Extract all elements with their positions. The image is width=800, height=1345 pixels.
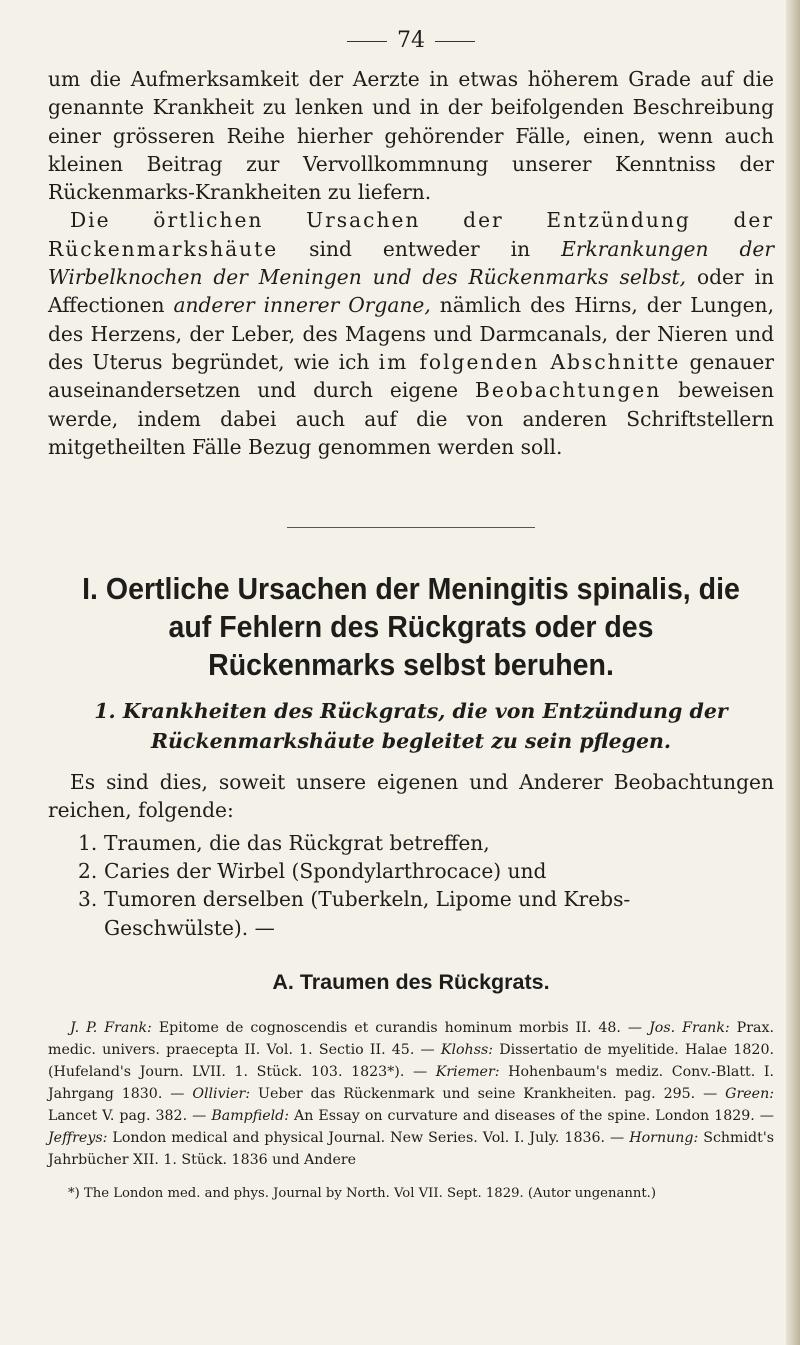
ref-text: An Essay on curvature and diseases of the spine. London 1829. — — [289, 1107, 774, 1124]
ref-author: Klohss: — [440, 1041, 494, 1058]
page-number-dash-right — [435, 41, 475, 42]
list-item — [48, 829, 774, 857]
ref-author: J. P. Frank: — [70, 1019, 152, 1036]
causes-italic-2: anderer innerer Organe, — [173, 293, 431, 318]
page-number-text: 74 — [397, 28, 425, 53]
causes-text-3: nämlich des Hirns, der Lungen, des Herzens, der Leber, des Magens und Darmcanals, der Nieren und des Uterus begründet, wie ich — [48, 293, 774, 374]
list-item-number: 2. — [78, 859, 98, 884]
ref-text: Epitome de cognoscendis et curandis hominum morbis II. 48. — — [151, 1019, 650, 1036]
intro-paragraph: um die Aufmerksamkeit der Aerzte in etwas höherem Grade auf die genannte Krankheit zu lenken und in der beifolgenden Beschreibung einer grösseren Reihe hierher gehörender Fälle, einen, wenn auch kleinen Beitrag zur Vervollkommnung unserer Kenntniss der Rückenmarks-Krankheiten zu liefern. — [48, 67, 774, 205]
ref-author: Ollivier: — [192, 1085, 251, 1102]
page-number — [48, 28, 774, 53]
list-item-number: 3. — [78, 887, 98, 912]
page-edge — [786, 0, 800, 1345]
section-divider — [287, 527, 535, 528]
causes-paragraph — [48, 206, 774, 461]
ref-text: Prax. medic. univers. praecepta II. Vol. 1. Sectio II. 45. — — [48, 1019, 774, 1058]
ref-author: Jeffreys: — [48, 1129, 108, 1146]
ref-text: Dissertatio de myelitide. Halae 1820. (Hufeland's Journ. LVII. 1. Stück. 103. 1823*). — — [48, 1041, 774, 1080]
ref-text: Lancet V. pag. 382. — — [48, 1107, 212, 1124]
page-number-dash-left — [347, 41, 387, 42]
ref-text: London medical and physical Journal. New Series. Vol. I. July. 1836. — — [107, 1129, 630, 1146]
causes-spaced-3: Beobachtungen — [475, 378, 662, 403]
causes-text-4: genauer auseinandersetzen und durch eigene — [48, 349, 774, 403]
causes-text-1: sind entweder in — [278, 236, 562, 261]
causes-spaced-lead: Die örtlichen Ursachen der Entzündung der Rückenmarkshäute — [48, 208, 774, 261]
causes-list — [48, 829, 774, 942]
traumen-heading: A. Traumen des Rückgrats. — [272, 969, 550, 994]
footnote: *) The London med. and phys. Journal by North. Vol VII. Sept. 1829. (Autor ungenannt.) — [68, 1185, 656, 1201]
ref-text: Schmidt's Jahrbücher XII. 1. Stück. 1836 und Andere — [48, 1129, 774, 1168]
list-item — [48, 885, 774, 942]
list-item-number: 1. — [78, 830, 98, 855]
ref-author: Bampfield: — [211, 1107, 289, 1124]
ref-text: Hohenbaum's mediz. Conv.-Blatt. I. Jahrgang 1830. — — [48, 1063, 774, 1102]
list-item — [48, 857, 774, 885]
ref-author: Hornung: — [629, 1129, 699, 1146]
ref-author: Kriemer: — [435, 1063, 500, 1080]
subsection-heading: 1. Krankheiten des Rückgrats, die von Entzündung der Rückenmarkshäute begleitet zu sein pflegen. — [94, 699, 728, 754]
list-intro-paragraph: Es sind dies, soweit unsere eigenen und Anderer Beobachtungen reichen, folgende: — [48, 770, 774, 823]
causes-italic-1: Erkrankungen der Wirbelknochen der Meningen und des Rückenmarks selbst, — [48, 236, 774, 290]
section-heading: I. Oertliche Ursachen der Meningitis spinalis, die auf Fehlern des Rückgrats oder des Rückenmarks selbst beruhen. — [82, 571, 740, 683]
ref-author: Jos. Frank: — [649, 1019, 730, 1036]
ref-text: Ueber das Rückenmark und seine Krankheiten. pag. 295. — — [250, 1085, 726, 1102]
causes-text-2: oder in Affectionen — [48, 265, 774, 318]
list-item-text: Traumen, die das Rückgrat betreffen, — [104, 830, 490, 855]
causes-text-5: beweisen werde, indem dabei auch auf die von anderen Schriftstellern mitgetheilten Fälle Bezug genommen werden soll. — [48, 378, 775, 459]
causes-spaced-2: im folgenden Abschnitte — [378, 349, 681, 374]
references-paragraph — [48, 1017, 774, 1171]
list-item-text: Tumoren derselben (Tuberkeln, Lipome und Krebs-Geschwülste). — — [104, 887, 631, 940]
list-item-text: Caries der Wirbel (Spondylarthrocace) und — [104, 859, 547, 884]
book-page — [48, 28, 774, 1203]
ref-author: Green: — [725, 1085, 774, 1102]
